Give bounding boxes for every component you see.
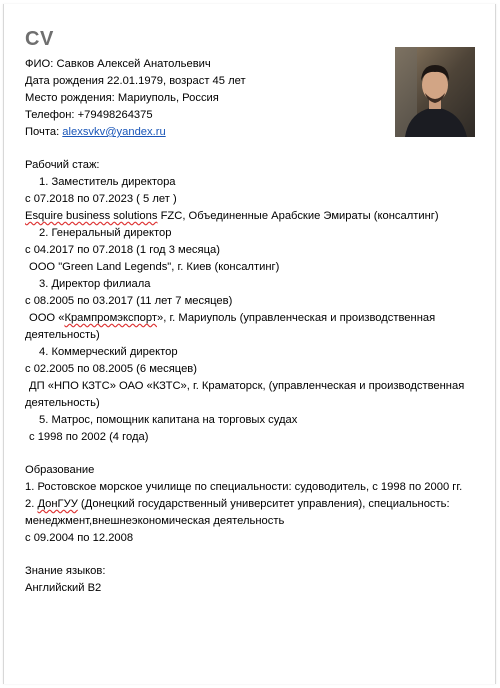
experience-heading: Рабочий стаж: (25, 159, 100, 171)
education-2 (25, 496, 450, 512)
full-name: ФИО: Савков Алексей Анатольевич (25, 58, 211, 70)
education-1: 1. Ростовское морское училище по специальности: судоводитель, с 1998 по 2000 гг. (25, 481, 463, 493)
education-2-abbr: ДонГУУ (37, 498, 78, 510)
job-4-period: с 02.2005 по 08.2005 (6 месяцев) (25, 363, 197, 375)
email-link[interactable]: alexsvkv@yandex.ru (62, 126, 166, 138)
job-5-title: 5. Матрос, помощник капитана на торговых судах (39, 414, 298, 426)
job-2-period: с 04.2017 по 07.2018 (1 год 3 месяца) (25, 244, 220, 256)
job-4-title: 4. Коммерческий директор (39, 346, 178, 358)
education-2-specialty: менеджмент,внешнеэкономическая деятельность (25, 515, 285, 527)
birth-date: Дата рождения 22.01.1979, возраст 45 лет (25, 75, 246, 87)
profile-photo (395, 47, 475, 137)
job-1-title: 1. Заместитель директора (39, 176, 176, 188)
phone: Телефон: +79498264375 (25, 109, 153, 121)
language-english: Английский В2 (25, 582, 102, 594)
job-3-title: 3. Директор филиала (39, 278, 151, 290)
education-heading: Образование (25, 464, 95, 476)
email-row (25, 124, 166, 140)
job-1-company-rest: FZC, Объединенные Арабские Эмираты (консалтинг) (157, 210, 439, 222)
job-1-company-name: Esquire business solutions (25, 210, 158, 222)
email-label: Почта: (25, 126, 63, 138)
job-3-company-prefix: ООО « (29, 312, 65, 324)
job-3-company-rest: », г. Мариуполь (управленческая и производственная (157, 312, 436, 324)
cv-title: CV (25, 28, 54, 50)
languages-heading: Знание языков: (25, 565, 106, 577)
portrait-image (395, 47, 475, 137)
job-4-company-cont: деятельность) (25, 397, 100, 409)
job-1-period: с 07.2018 по 07.2023 ( 5 лет ) (25, 193, 177, 205)
job-2-title: 2. Генеральный директор (39, 227, 172, 239)
education-2-period: с 09.2004 по 12.2008 (25, 532, 134, 544)
job-3-period: с 08.2005 по 03.2017 (11 лет 7 месяцев) (25, 295, 233, 307)
education-2-rest: (Донецкий государственный университет управления), специальность: (77, 498, 450, 510)
job-4-company: ДП «НПО КЗТС» ОАО «КЗТС», г. Краматорск, (управленческая и производственная (29, 380, 465, 392)
job-3-company-cont: деятельность) (25, 329, 100, 341)
job-1-company (25, 208, 439, 224)
job-3-company (29, 310, 435, 326)
job-3-company-name: Крампромэкспорт (64, 312, 157, 324)
birth-place: Место рождения: Мариуполь, Россия (25, 92, 219, 104)
education-2-num: 2. (25, 498, 38, 510)
job-2-company: ООО "Green Land Legends", г. Киев (консалтинг) (29, 261, 280, 273)
job-5-period: с 1998 по 2002 (4 года) (29, 431, 149, 443)
